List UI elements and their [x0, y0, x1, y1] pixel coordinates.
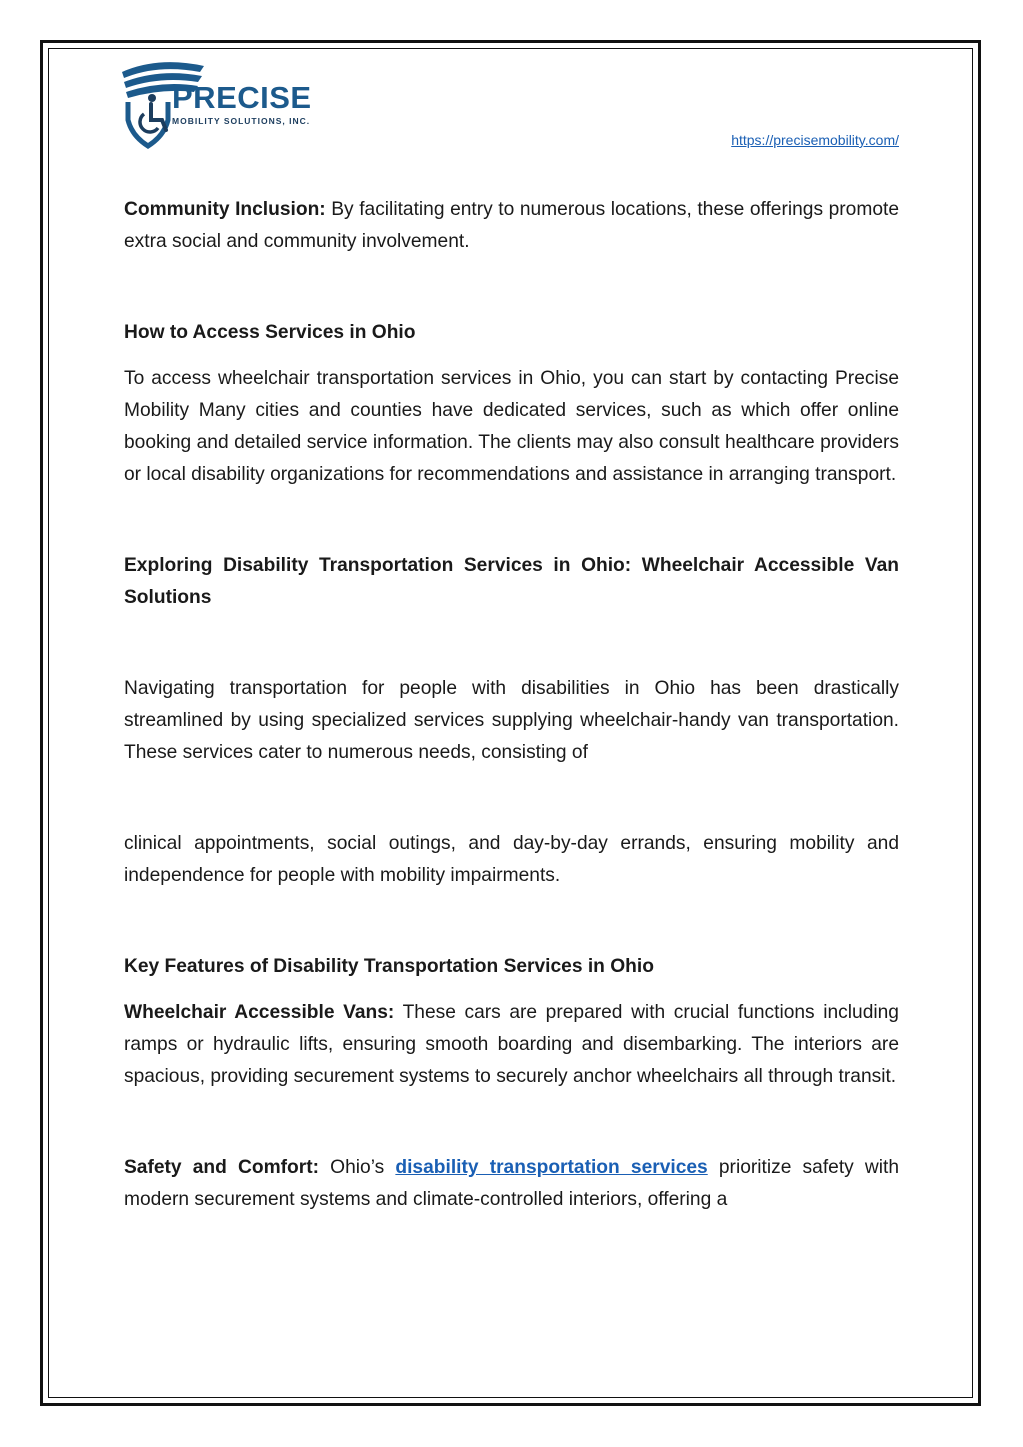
disability-services-link[interactable]: disability transportation services [395, 1157, 708, 1178]
document-body [124, 194, 899, 1216]
safety-text-post: prioritize safety with modern securement systems and climate-controlled interiors, offering a [124, 1157, 900, 1210]
vans-text: These cars are prepared with crucial functions including ramps or hydraulic lifts, ensuring smooth boarding and disembarking. The interiors are spacious, providing securement systems to securely anchor wheelchairs all through transit. [124, 1002, 899, 1087]
exploring-heading: Exploring Disability Transportation Services in Ohio: Wheelchair Accessible Van Solutions [124, 555, 899, 608]
brand-subtitle: MOBILITY SOLUTIONS, INC. [172, 116, 311, 126]
access-paragraph: To access wheelchair transportation services in Ohio, you can start by contacting Precise Mobility Many cities and counties have dedicated services, such as which offer online booking and detailed service information. The clients may also consult healthcare providers or local disability organizations for recommendations and assistance in arranging transport. [124, 368, 899, 485]
vans-paragraph [124, 997, 899, 1093]
safety-label: Safety and Comfort: [124, 1157, 320, 1178]
safety-paragraph [124, 1152, 899, 1216]
logo [172, 82, 312, 126]
community-paragraph [124, 194, 899, 258]
navigating-paragraph: Navigating transportation for people with disabilities in Ohio has been drastically streamlined by using specialized services supplying wheelchair-handy van transportation. These services cater to numerous needs, consisting of [124, 678, 899, 763]
website-link[interactable]: https://precisemobility.com/ [731, 132, 899, 148]
access-heading: How to Access Services in Ohio [124, 322, 416, 343]
safety-text-pre: Ohio’s [319, 1157, 396, 1178]
vans-label: Wheelchair Accessible Vans: [124, 1002, 395, 1023]
clinical-paragraph: clinical appointments, social outings, and day-by-day errands, ensuring mobility and independence for people with mobility impairments. [124, 833, 899, 886]
features-heading: Key Features of Disability Transportation Services in Ohio [124, 956, 654, 977]
brand-name: PRECISE [172, 80, 312, 115]
community-text: By facilitating entry to numerous locations, these offerings promote extra social and community involvement. [124, 199, 900, 252]
community-label: Community Inclusion: [124, 199, 326, 220]
